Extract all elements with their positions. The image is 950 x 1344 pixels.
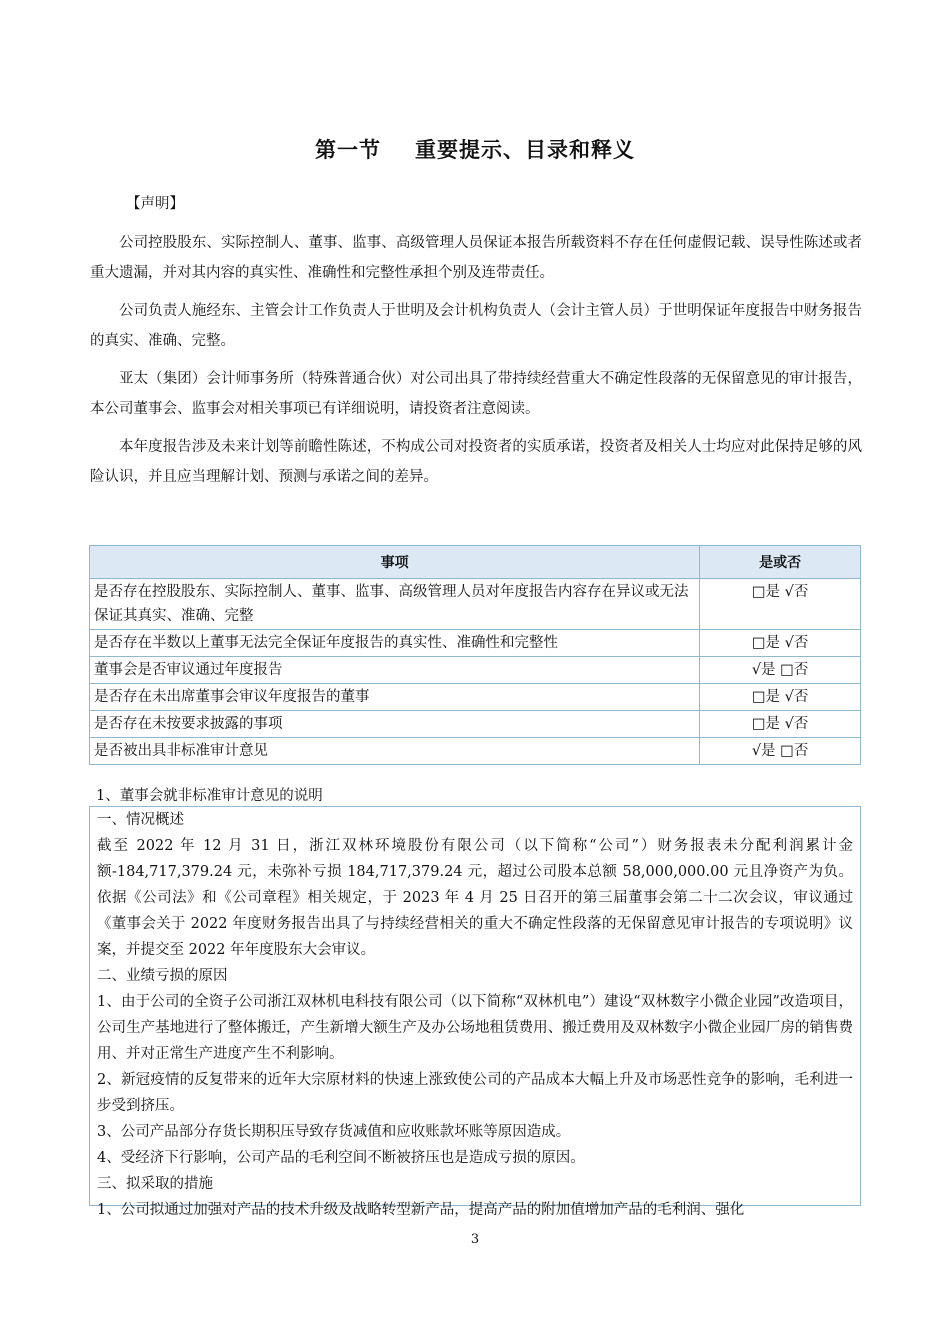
table-row: [90, 579, 861, 630]
confirmation-table: [89, 545, 861, 765]
paragraph: 1、公司拟通过加强对产品的技术升级及战略转型新产品，提高产品的附加值增加产品的毛利润、强化: [97, 1202, 745, 1218]
table-row: [90, 711, 861, 738]
audit-opinion-explanation-box: [89, 806, 861, 1218]
paragraph: 3、公司产品部分存货长期积压导致存货减值和应收账款坏账等原因造成。: [97, 1124, 571, 1140]
paragraph: 1、由于公司的全资子公司浙江双林机电科技有限公司（以下简称“双林机电”）建设“双林数字小微企业园”改造项目，公司生产基地进行了整体搬迁，产生新增大额生产及办公场地租赁费用、搬迁费用及双林数字小微企业园厂房的销售费用、并对正常生产进度产生不利影响。: [97, 994, 853, 1062]
title-section-number: 第一节: [315, 138, 381, 162]
table-header-row: [90, 546, 861, 579]
subheading: 二、业绩亏损的原因: [97, 968, 228, 984]
table-row: [90, 738, 861, 765]
page-title: [0, 134, 950, 164]
row-answer: □是 √否: [700, 630, 861, 657]
subheading: 三、拟采取的措施: [97, 1176, 213, 1192]
declaration-paragraphs: [90, 228, 862, 500]
paragraph: 4、受经济下行影响，公司产品的毛利空间不断被挤压也是造成亏损的原因。: [97, 1150, 585, 1166]
paragraph: 公司控股股东、实际控制人、董事、监事、高级管理人员保证本报告所载资料不存在任何虚假记载、误导性陈述或者重大遗漏，并对其内容的真实性、准确性和完整性承担个别及连带责任。: [90, 235, 862, 281]
row-answer: √是 □否: [700, 738, 861, 765]
header-item: 事项: [90, 546, 700, 579]
paragraph: 2、新冠疫情的反复带来的近年大宗原材料的快速上涨致使公司的产品成本大幅上升及市场恶性竞争的影响，毛利进一步受到挤压。: [97, 1072, 853, 1114]
row-item: 是否存在半数以上董事无法完全保证年度报告的真实性、准确性和完整性: [90, 630, 700, 657]
row-answer: √是 □否: [700, 657, 861, 684]
row-item: 是否存在未出席董事会审议年度报告的董事: [90, 684, 700, 711]
paragraph: 公司负责人施经东、主管会计工作负责人于世明及会计机构负责人（会计主管人员）于世明保证年度报告中财务报告的真实、准确、完整。: [90, 303, 862, 349]
declaration-label: 【声明】: [126, 196, 184, 212]
row-item: 是否存在控股股东、实际控制人、董事、监事、高级管理人员对年度报告内容存在异议或无法保证其真实、准确、完整: [90, 579, 700, 630]
table-row: [90, 684, 861, 711]
row-answer: □是 √否: [700, 579, 861, 630]
page-number: 3: [470, 1232, 480, 1247]
section-heading: 1、董事会就非标准审计意见的说明: [96, 788, 323, 804]
row-item: 董事会是否审议通过年度报告: [90, 657, 700, 684]
paragraph: 截至 2022 年 12 月 31 日，浙江双林环境股份有限公司（以下简称“公司”）财务报表未分配利润累计金额-184,717,379.24 元，未弥补亏损 184,717,379.24 元，超过公司股本总额 58,000,000.00 元且净资产为负。依据《公司法》和《公司章程》相关规定，于 2023 年 4 月 25 日召开的第三届董事会第二十二次会议，审议通过《董事会关于 2022 年度财务报告出具了与持续经营相关的重大不确定性段落的无保留意见审计报告的专项说明》议案，并提交至 2022 年年度股东大会审议。: [97, 838, 853, 958]
paragraph: 亚太（集团）会计师事务所（特殊普通合伙）对公司出具了带持续经营重大不确定性段落的无保留意见的审计报告，本公司董事会、监事会对相关事项已有详细说明，请投资者注意阅读。: [90, 371, 862, 417]
table-row: [90, 630, 861, 657]
title-section-name: 重要提示、目录和释义: [415, 138, 635, 162]
table-row: [90, 657, 861, 684]
header-answer: 是或否: [700, 546, 861, 579]
row-answer: □是 √否: [700, 684, 861, 711]
row-item: 是否存在未按要求披露的事项: [90, 711, 700, 738]
subheading: 一、情况概述: [97, 812, 184, 828]
paragraph: 本年度报告涉及未来计划等前瞻性陈述，不构成公司对投资者的实质承诺，投资者及相关人士均应对此保持足够的风险认识，并且应当理解计划、预测与承诺之间的差异。: [90, 439, 862, 485]
row-item: 是否被出具非标准审计意见: [90, 738, 700, 765]
row-answer: □是 √否: [700, 711, 861, 738]
